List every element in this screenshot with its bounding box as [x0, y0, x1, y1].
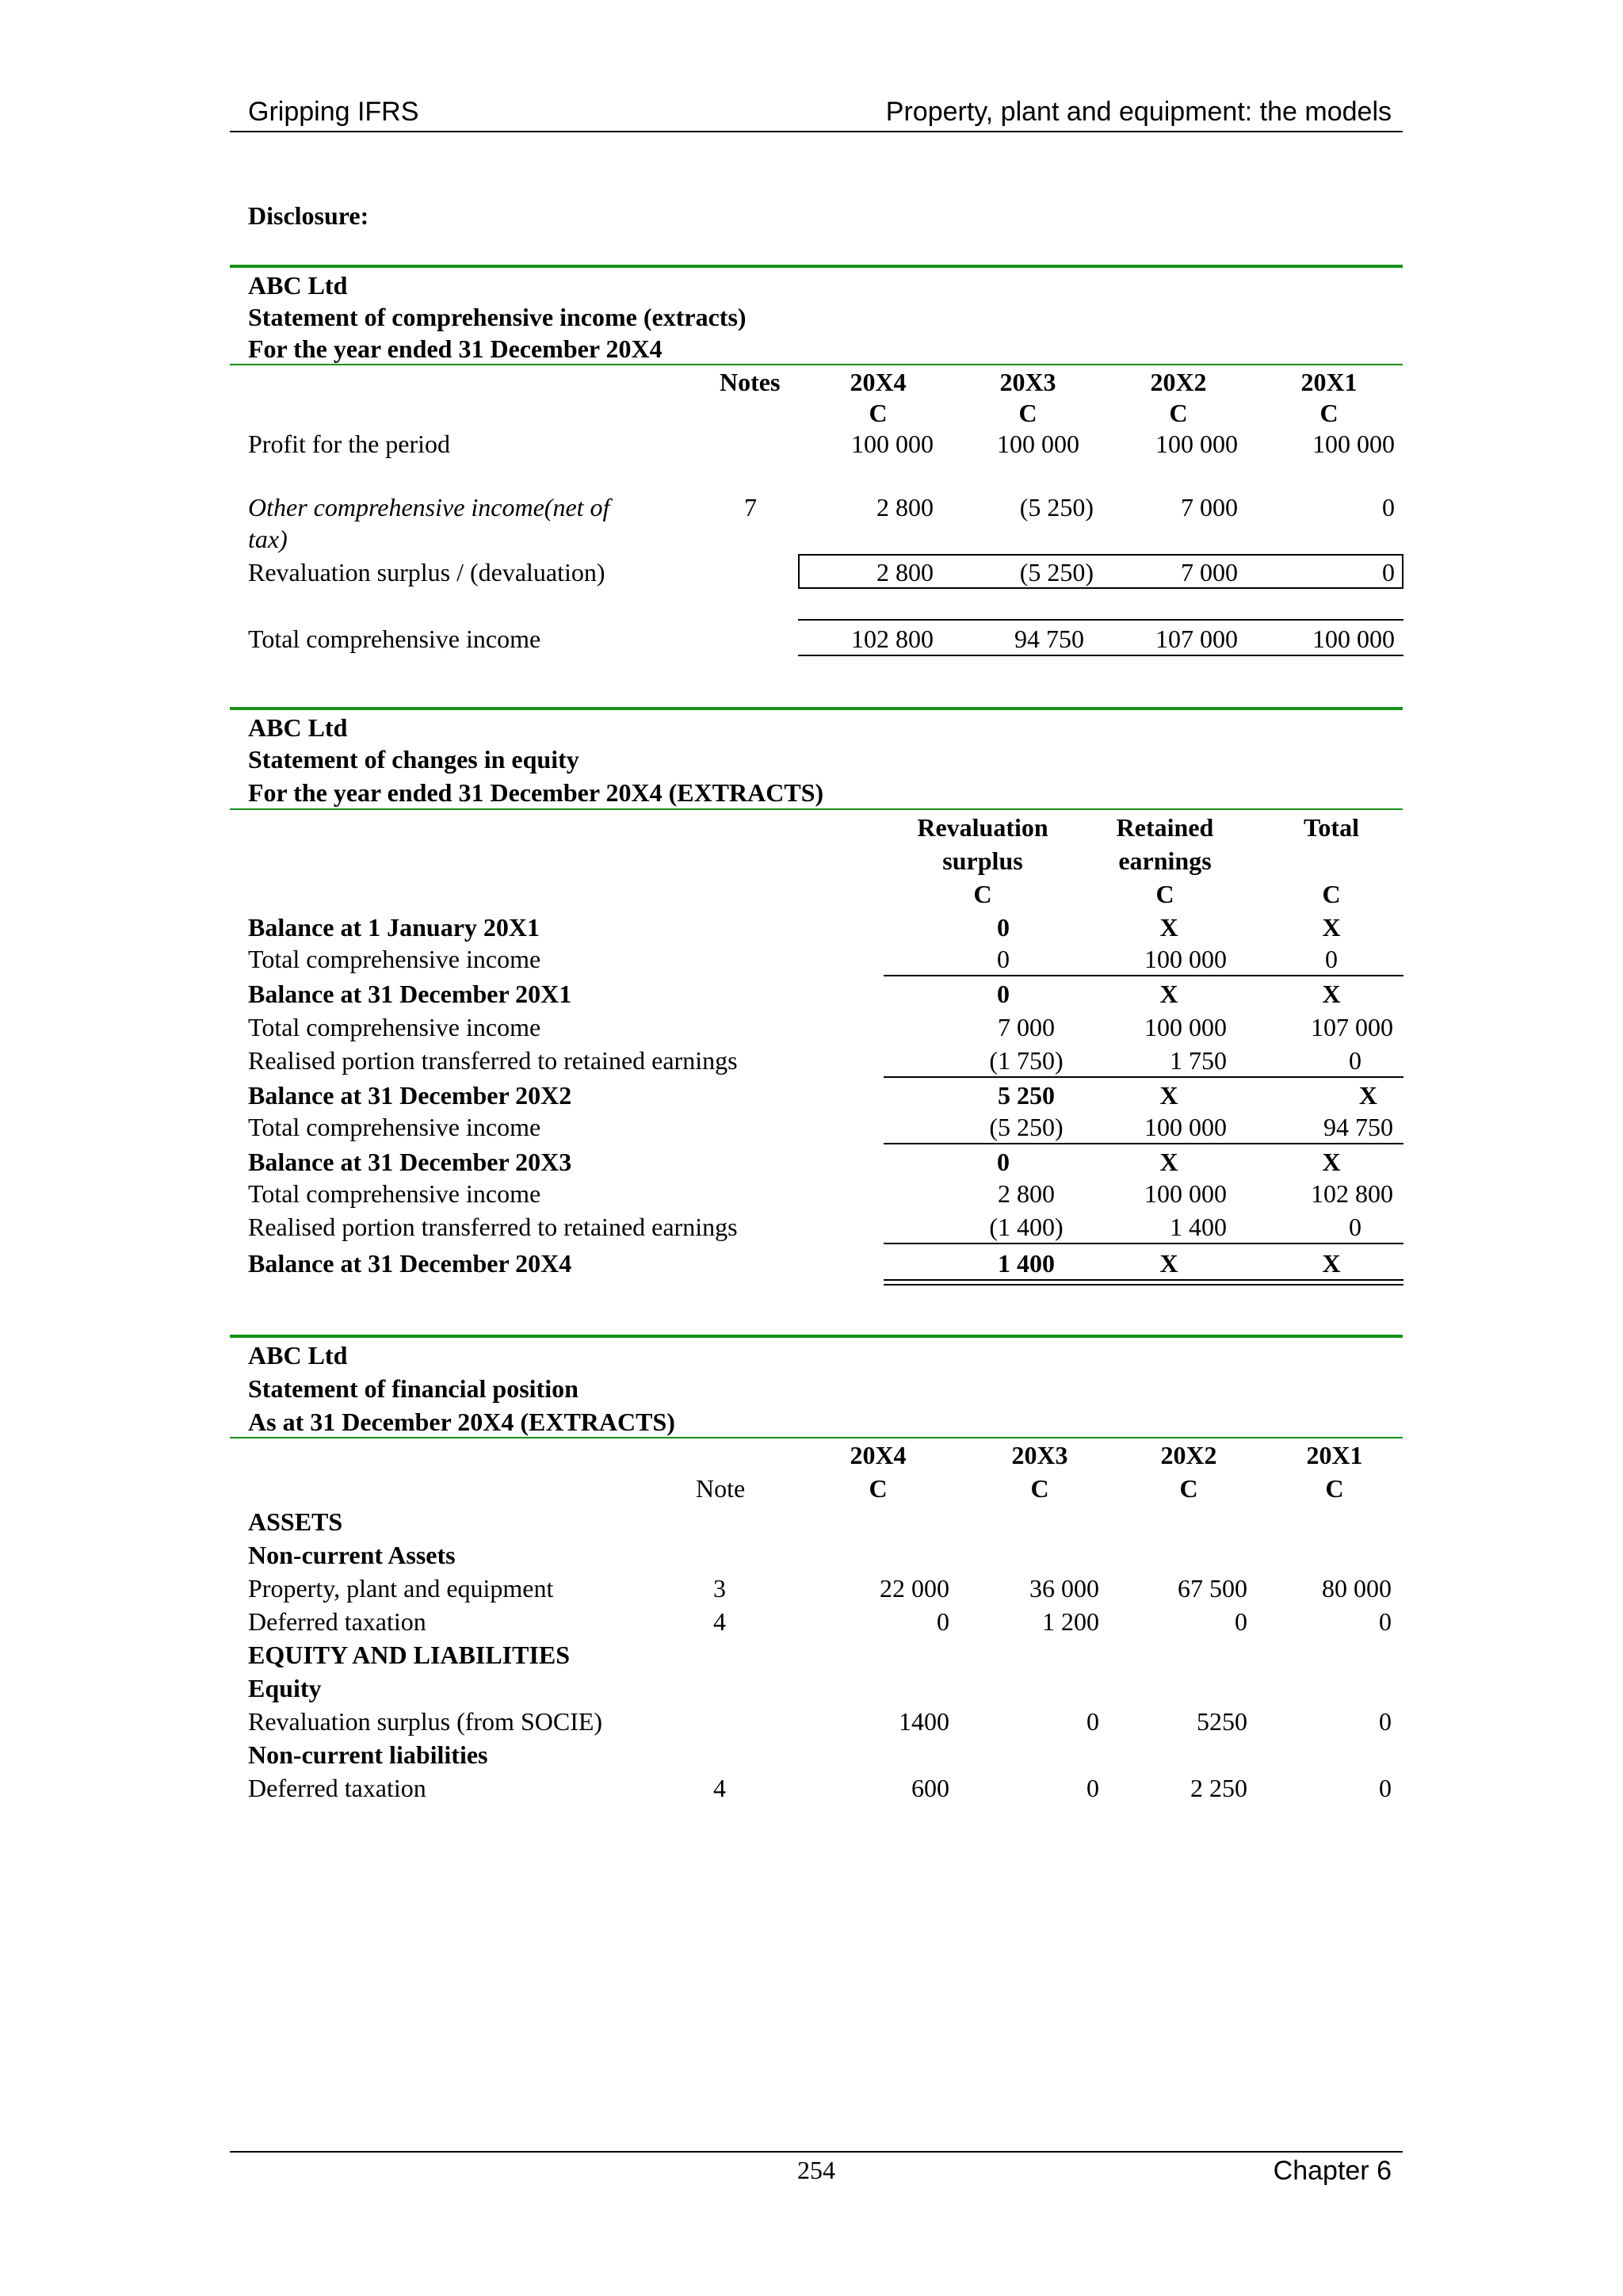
sofp-cell: 67 500 [1178, 1574, 1247, 1603]
socie-cell: X [1358, 1081, 1377, 1110]
disclosure-title: Disclosure: [248, 201, 369, 230]
socie-cell: 0 [1349, 1213, 1361, 1241]
sofp-row-label: Deferred taxation [248, 1607, 426, 1636]
sofp-cell: 0 [937, 1607, 949, 1636]
soci-cell: 94 750 [1014, 625, 1084, 653]
sofp-section-label: Equity [248, 1674, 322, 1702]
sofp-row-label: Revaluation surplus (from SOCIE) [248, 1707, 603, 1736]
socie-col-header: Total [1304, 813, 1359, 842]
soci-cell: 2 800 [876, 493, 934, 521]
socie-company: ABC Ltd [248, 713, 348, 742]
soci-cell: 100 000 [1155, 430, 1238, 458]
soci-currency: C [1169, 399, 1188, 427]
socie-row-label: Total comprehensive income [248, 1013, 541, 1041]
socie-double-rule [884, 1279, 1403, 1281]
soci-year-20x3: 20X3 [999, 368, 1056, 396]
socie-cell: 0 [1349, 1046, 1361, 1075]
soci-total-top-rule [798, 619, 1403, 621]
sofp-note-ref: 4 [713, 1607, 726, 1636]
socie-row-label: Balance at 31 December 20X1 [248, 980, 572, 1008]
socie-col-header: surplus [942, 846, 1023, 875]
socie-col-header: Revaluation [917, 813, 1048, 842]
soci-notes-header: Notes [720, 368, 781, 396]
soci-row-label: Revaluation surplus / (devaluation) [248, 558, 605, 586]
sofp-currency: C [1325, 1474, 1344, 1503]
sofp-year-20x3: 20X3 [1011, 1441, 1068, 1469]
socie-row-label: Balance at 31 December 20X4 [248, 1249, 572, 1278]
sofp-cell: 2 250 [1190, 1774, 1247, 1802]
socie-col-currency: C [1155, 880, 1174, 908]
running-header-right: Property, plant and equipment: the models [885, 97, 1392, 127]
sofp-note-ref: 3 [713, 1574, 726, 1603]
socie-header-rule [230, 808, 1403, 810]
socie-col-currency: C [973, 880, 992, 908]
socie-row-label: Total comprehensive income [248, 1113, 541, 1141]
sofp-cell: 36 000 [1029, 1574, 1099, 1603]
soci-cell: 7 000 [1181, 558, 1238, 586]
soci-cell: 0 [1382, 558, 1395, 586]
sofp-cell: 0 [1086, 1707, 1099, 1736]
soci-cell: 7 000 [1181, 493, 1238, 521]
socie-col-header: earnings [1118, 846, 1212, 875]
sofp-cell: 0 [1379, 1607, 1392, 1636]
soci-currency: C [1319, 399, 1338, 427]
soci-row-label: Profit for the period [248, 430, 451, 458]
sofp-year-20x2: 20X2 [1160, 1441, 1217, 1469]
soci-row-label: Total comprehensive income [248, 625, 541, 653]
sofp-cell: 0 [1379, 1707, 1392, 1736]
socie-subtotal-rule [884, 1076, 1403, 1078]
sofp-year-20x1: 20X1 [1306, 1441, 1363, 1469]
sofp-note-ref: 4 [713, 1774, 726, 1802]
sofp-cell: 22 000 [880, 1574, 949, 1603]
socie-cell: 100 000 [1144, 1179, 1227, 1208]
soci-header-rule [230, 364, 1403, 365]
socie-cell: 0 [1325, 945, 1338, 973]
soci-currency: C [869, 399, 888, 427]
socie-cell: X [1159, 1249, 1178, 1278]
socie-cell: 0 [997, 945, 1010, 973]
socie-top-rule [230, 707, 1403, 710]
socie-cell: 1 400 [998, 1249, 1055, 1278]
socie-cell: 100 000 [1144, 945, 1227, 973]
soci-period: For the year ended 31 December 20X4 [248, 334, 663, 363]
socie-cell: 5 250 [998, 1081, 1055, 1110]
sofp-section-label: Non-current liabilities [248, 1740, 488, 1769]
chapter-label: Chapter 6 [1273, 2156, 1392, 2186]
sofp-note-header: Note [696, 1474, 746, 1503]
sofp-section-label: Non-current Assets [248, 1541, 456, 1569]
soci-top-rule [230, 265, 1403, 268]
sofp-period: As at 31 December 20X4 (EXTRACTS) [248, 1408, 675, 1436]
socie-row-label: Balance at 1 January 20X1 [248, 913, 540, 942]
sofp-cell: 0 [1379, 1774, 1392, 1802]
soci-cell: (5 250) [1019, 558, 1094, 586]
sofp-currency: C [1179, 1474, 1198, 1503]
sofp-cell: 0 [1235, 1607, 1247, 1636]
socie-title: Statement of changes in equity [248, 745, 579, 774]
socie-period: For the year ended 31 December 20X4 (EXTRACTS) [248, 778, 824, 807]
socie-cell: X [1159, 1081, 1178, 1110]
sofp-header-rule [230, 1437, 1403, 1438]
socie-row-label: Realised portion transferred to retained earnings [248, 1046, 738, 1075]
soci-note-ref: 7 [744, 493, 757, 521]
soci-cell: 0 [1382, 493, 1395, 521]
socie-cell: 2 800 [998, 1179, 1055, 1208]
soci-year-20x2: 20X2 [1150, 368, 1207, 396]
socie-cell: X [1322, 1249, 1341, 1278]
sofp-year-20x4: 20X4 [850, 1441, 907, 1469]
sofp-section-label: EQUITY AND LIABILITIES [248, 1641, 571, 1669]
socie-col-currency: C [1322, 880, 1341, 908]
socie-cell: 107 000 [1311, 1013, 1393, 1041]
soci-currency: C [1018, 399, 1037, 427]
sofp-top-rule [230, 1335, 1403, 1338]
sofp-currency: C [869, 1474, 888, 1503]
socie-cell: 1 400 [1170, 1213, 1227, 1241]
socie-row-label: Total comprehensive income [248, 945, 541, 973]
soci-total-bottom-rule [798, 655, 1403, 656]
socie-cell: X [1322, 913, 1341, 942]
sofp-currency: C [1030, 1474, 1049, 1503]
socie-subtotal-rule [884, 1143, 1403, 1144]
soci-cell: 2 800 [876, 558, 934, 586]
sofp-row-label: Property, plant and equipment [248, 1574, 554, 1603]
socie-subtotal-rule [884, 1243, 1403, 1244]
socie-cell: 94 750 [1323, 1113, 1393, 1141]
soci-cell: 100 000 [1312, 430, 1395, 458]
socie-cell: X [1159, 913, 1178, 942]
socie-double-rule [884, 1284, 1403, 1286]
header-rule [230, 131, 1403, 132]
socie-cell: X [1322, 1148, 1341, 1176]
socie-cell: X [1159, 980, 1178, 1008]
sofp-cell: 0 [1086, 1774, 1099, 1802]
soci-cell: 102 800 [851, 625, 934, 653]
soci-row-label: tax) [248, 525, 288, 553]
sofp-title: Statement of financial position [248, 1374, 579, 1403]
socie-row-label: Balance at 31 December 20X2 [248, 1081, 572, 1110]
sofp-cell: 5250 [1197, 1707, 1247, 1736]
socie-cell: 0 [997, 913, 1010, 942]
sofp-cell: 80 000 [1322, 1574, 1392, 1603]
soci-cell: 100 000 [1312, 625, 1395, 653]
socie-subtotal-rule [884, 975, 1403, 976]
sofp-row-label: Deferred taxation [248, 1774, 426, 1802]
socie-cell: X [1322, 980, 1341, 1008]
socie-cell: 0 [997, 980, 1010, 1008]
socie-cell: 100 000 [1144, 1013, 1227, 1041]
sofp-section-label: ASSETS [248, 1507, 343, 1536]
socie-cell: (5 250) [989, 1113, 1064, 1141]
socie-row-label: Balance at 31 December 20X3 [248, 1148, 572, 1176]
soci-cell: (5 250) [1019, 493, 1094, 521]
soci-year-20x4: 20X4 [850, 368, 907, 396]
sofp-company: ABC Ltd [248, 1341, 348, 1370]
socie-row-label: Total comprehensive income [248, 1179, 541, 1208]
page-number: 254 [797, 2156, 835, 2184]
soci-cell: 100 000 [851, 430, 934, 458]
socie-col-header: Retained [1116, 813, 1214, 842]
footer-rule [230, 2151, 1403, 2153]
soci-title: Statement of comprehensive income (extracts) [248, 303, 747, 331]
soci-cell: 100 000 [997, 430, 1079, 458]
soci-company: ABC Ltd [248, 271, 348, 300]
sofp-cell: 1 200 [1042, 1607, 1099, 1636]
soci-cell: 107 000 [1155, 625, 1238, 653]
sofp-cell: 1400 [899, 1707, 949, 1736]
soci-year-20x1: 20X1 [1300, 368, 1358, 396]
socie-cell: X [1159, 1148, 1178, 1176]
socie-cell: (1 400) [989, 1213, 1064, 1241]
socie-cell: 1 750 [1170, 1046, 1227, 1075]
socie-cell: 100 000 [1144, 1113, 1227, 1141]
socie-cell: 102 800 [1311, 1179, 1393, 1208]
socie-row-label: Realised portion transferred to retained earnings [248, 1213, 738, 1241]
socie-cell: (1 750) [989, 1046, 1064, 1075]
socie-cell: 0 [997, 1148, 1010, 1176]
soci-row-label: Other comprehensive income(net of [248, 493, 610, 521]
sofp-cell: 600 [911, 1774, 949, 1802]
socie-cell: 7 000 [998, 1013, 1055, 1041]
running-header-left: Gripping IFRS [248, 97, 419, 127]
